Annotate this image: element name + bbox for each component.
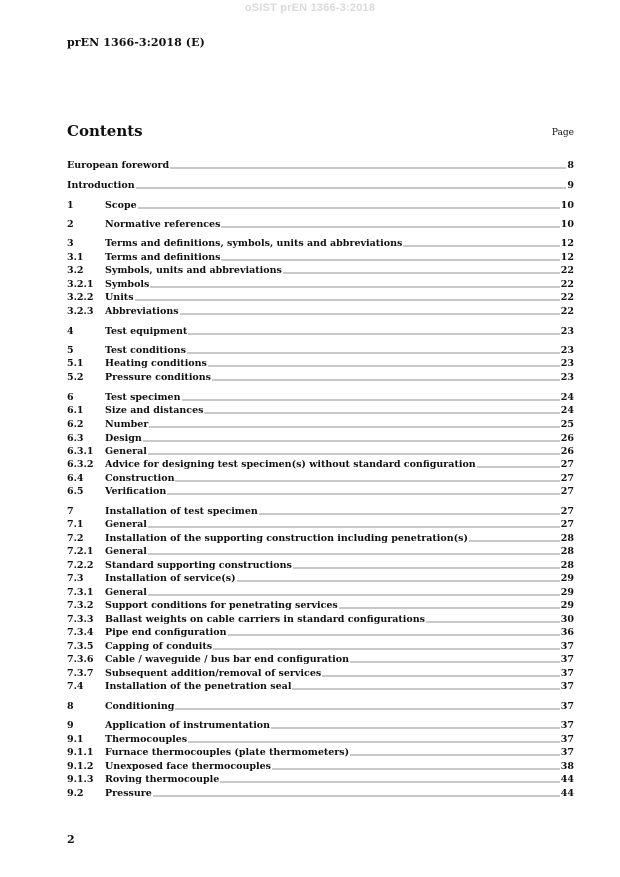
toc-entry xyxy=(67,484,574,497)
toc-entry-page: 37 xyxy=(560,641,574,652)
toc-entry-title: General xyxy=(105,519,147,530)
toc-entry-page: 38 xyxy=(560,761,574,772)
toc-entry-number: 6.1 xyxy=(67,405,84,416)
page-column-label: Page xyxy=(551,128,574,138)
toc-entry-number: 7.3 xyxy=(67,573,84,584)
toc-entry xyxy=(67,517,574,530)
toc-leader-dots xyxy=(175,480,559,482)
toc-entry-title: Subsequent addition/removal of services xyxy=(105,668,322,679)
toc-entry-number: 7.3.7 xyxy=(67,668,94,679)
toc-entry xyxy=(67,699,574,712)
toc-entry-page: 29 xyxy=(560,600,574,611)
toc-entry xyxy=(67,558,574,571)
toc-entry-title: Symbols xyxy=(105,279,150,290)
toc-entry-page: 37 xyxy=(560,720,574,731)
toc-entry-page: 37 xyxy=(560,747,574,758)
toc-entry-page: 22 xyxy=(560,279,574,290)
toc-entry-page: 23 xyxy=(560,326,574,337)
toc-entry-title: Conditioning xyxy=(105,701,175,712)
toc-leader-dots xyxy=(271,727,560,729)
toc-leader-dots xyxy=(237,580,560,582)
toc-entry-title: Application of instrumentation xyxy=(105,720,271,731)
toc-entry-page: 44 xyxy=(560,788,574,799)
toc-entry-title: Introduction xyxy=(67,180,135,191)
toc-entry-page: 27 xyxy=(560,519,574,530)
toc-entry-number: 4 xyxy=(67,326,74,337)
toc-entry-page: 23 xyxy=(560,372,574,383)
toc-entry-title: Installation of test specimen xyxy=(105,506,258,517)
toc-leader-dots xyxy=(188,333,559,335)
toc-entry-page: 22 xyxy=(560,306,574,317)
toc-entry-number: 5.2 xyxy=(67,372,84,383)
toc-leader-dots xyxy=(153,795,560,797)
toc-entry-number: 7 xyxy=(67,506,74,517)
toc-leader-dots xyxy=(188,741,560,743)
toc-leader-dots xyxy=(221,259,559,261)
toc-entry-page: 27 xyxy=(560,486,574,497)
contents-header xyxy=(67,122,574,144)
toc-entry-title: Unexposed face thermocouples xyxy=(105,761,272,772)
toc-entry xyxy=(67,585,574,598)
toc-entry-page: 28 xyxy=(560,533,574,544)
toc-entry xyxy=(67,343,574,356)
toc-entry-title: Test specimen xyxy=(105,392,181,403)
toc-leader-dots xyxy=(187,352,560,354)
toc-leader-dots xyxy=(403,245,559,247)
toc-entry-title: Standard supporting constructions xyxy=(105,560,292,571)
toc-entry-title: Number xyxy=(105,419,149,430)
toc-entry-title: Pipe end configuration xyxy=(105,627,227,638)
toc-entry-number: 9.1 xyxy=(67,734,84,745)
toc-entry xyxy=(67,679,574,692)
toc-entry-page: 23 xyxy=(560,345,574,356)
toc-entry xyxy=(67,625,574,638)
toc-entry xyxy=(67,178,574,191)
toc-entry xyxy=(67,444,574,457)
toc-entry-title: General xyxy=(105,446,147,457)
toc-entry-page: 24 xyxy=(560,392,574,403)
toc-entry-number: 5.1 xyxy=(67,358,84,369)
toc-entry-number: 3.2 xyxy=(67,265,84,276)
toc-entry-number: 7.1 xyxy=(67,519,84,530)
toc-entry-number: 7.3.3 xyxy=(67,614,94,625)
toc-entry-title: Terms and definitions, symbols, units and abbreviations xyxy=(105,238,403,249)
toc-entry-number: 9 xyxy=(67,720,74,731)
toc-leader-dots xyxy=(208,365,560,367)
toc-entry-page: 27 xyxy=(560,473,574,484)
toc-entry-title: Support conditions for penetrating services xyxy=(105,600,338,611)
toc-entry-number: 6.3.2 xyxy=(67,459,94,470)
toc-entry-number: 6.3.1 xyxy=(67,446,94,457)
toc-entry-number: 8 xyxy=(67,701,74,712)
toc-entry xyxy=(67,718,574,731)
toc-entry xyxy=(67,598,574,611)
toc-entry-number: 3 xyxy=(67,238,74,249)
contents-title: Contents xyxy=(67,122,143,140)
toc-entry xyxy=(67,571,574,584)
toc-entry-page: 22 xyxy=(560,292,574,303)
toc-entry-page: 44 xyxy=(560,774,574,785)
toc-leader-dots xyxy=(150,286,559,288)
toc-leader-dots xyxy=(322,675,560,677)
toc-entry xyxy=(67,403,574,416)
toc-entry-number: 1 xyxy=(67,200,74,211)
toc-entry xyxy=(67,531,574,544)
toc-entry-page: 28 xyxy=(560,546,574,557)
toc-entry xyxy=(67,772,574,785)
toc-entry-title: European foreword xyxy=(67,160,170,171)
toc-entry xyxy=(67,390,574,403)
toc-entry-title: Construction xyxy=(105,473,175,484)
toc-entry-title: Cable / waveguide / bus bar end configuration xyxy=(105,654,350,665)
toc-leader-dots xyxy=(135,299,560,301)
toc-leader-dots xyxy=(149,426,559,428)
toc-entry-title: Pressure conditions xyxy=(105,372,212,383)
toc-entry-title: Furnace thermocouples (plate thermometers) xyxy=(105,747,350,758)
toc-entry xyxy=(67,417,574,430)
toc-entry-title: Verification xyxy=(105,486,167,497)
toc-entry-title: Normative references xyxy=(105,219,221,230)
toc-entry xyxy=(67,263,574,276)
toc-entry xyxy=(67,457,574,470)
toc-leader-dots xyxy=(213,648,560,650)
toc-entry-title: Scope xyxy=(105,200,137,211)
toc-entry-title: Roving thermocouple xyxy=(105,774,220,785)
toc-entry-title: Design xyxy=(105,433,142,444)
toc-entry xyxy=(67,639,574,652)
toc-entry xyxy=(67,304,574,317)
toc-leader-dots xyxy=(148,553,560,555)
toc-entry-title: Pressure xyxy=(105,788,152,799)
toc-entry-page: 37 xyxy=(560,681,574,692)
toc-entry-page: 29 xyxy=(560,573,574,584)
toc-entry-number: 9.1.2 xyxy=(67,761,94,772)
toc-entry xyxy=(67,198,574,211)
toc-entry-page: 28 xyxy=(560,560,574,571)
toc-entry-title: Units xyxy=(105,292,134,303)
toc-entry xyxy=(67,732,574,745)
toc-entry-number: 9.1.1 xyxy=(67,747,94,758)
toc-entry-page: 29 xyxy=(560,587,574,598)
toc-leader-dots xyxy=(272,768,560,770)
toc-leader-dots xyxy=(138,207,560,209)
toc-entry xyxy=(67,666,574,679)
toc-entry xyxy=(67,370,574,383)
toc-entry-page: 24 xyxy=(560,405,574,416)
toc-leader-dots xyxy=(148,594,560,596)
toc-leader-dots xyxy=(221,226,559,228)
toc-entry-title: Size and distances xyxy=(105,405,204,416)
toc-leader-dots xyxy=(426,621,560,623)
toc-entry-page: 37 xyxy=(560,668,574,679)
toc-entry-page: 12 xyxy=(560,238,574,249)
toc-entry-number: 3.1 xyxy=(67,252,84,263)
toc-leader-dots xyxy=(143,440,560,442)
toc-entry-number: 7.2.1 xyxy=(67,546,94,557)
toc-entry-page: 27 xyxy=(560,459,574,470)
toc-leader-dots xyxy=(350,754,560,756)
toc-entry-page: 27 xyxy=(560,506,574,517)
toc-entry xyxy=(67,471,574,484)
toc-entry-number: 7.3.6 xyxy=(67,654,94,665)
toc-entry xyxy=(67,356,574,369)
toc-entry-page: 36 xyxy=(560,627,574,638)
toc-entry-title: Test conditions xyxy=(105,345,186,356)
toc-entry-number: 6 xyxy=(67,392,74,403)
toc-entry-page: 12 xyxy=(560,252,574,263)
toc-entry-number: 3.2.3 xyxy=(67,306,94,317)
toc-entry-title: Heating conditions xyxy=(105,358,207,369)
toc-entry-number: 9.1.3 xyxy=(67,774,94,785)
toc-entry xyxy=(67,236,574,249)
toc-entry xyxy=(67,652,574,665)
toc-leader-dots xyxy=(148,526,560,528)
toc-entry-number: 2 xyxy=(67,219,74,230)
toc-leader-dots xyxy=(293,567,560,569)
toc-leader-dots xyxy=(180,313,560,315)
toc-entry-number: 3.2.1 xyxy=(67,279,94,290)
toc-entry xyxy=(67,759,574,772)
toc-entry-title: Ballast weights on cable carriers in standard configurations xyxy=(105,614,425,625)
toc-entry xyxy=(67,504,574,517)
toc-entry-title: Abbreviations xyxy=(105,306,179,317)
toc-entry-page: 37 xyxy=(560,701,574,712)
toc-entry xyxy=(67,612,574,625)
toc-entry-page: 26 xyxy=(560,433,574,444)
toc-entry-page: 37 xyxy=(560,734,574,745)
toc-leader-dots xyxy=(182,399,560,401)
toc-entry xyxy=(67,217,574,230)
toc-entry-page: 10 xyxy=(560,200,574,211)
toc-entry xyxy=(67,544,574,557)
toc-entry-page: 26 xyxy=(560,446,574,457)
toc-entry-title: Symbols, units and abbreviations xyxy=(105,265,282,276)
toc-leader-dots xyxy=(339,607,560,609)
toc-entry-number: 6.4 xyxy=(67,473,84,484)
toc-entry xyxy=(67,290,574,303)
toc-entry-number: 7.4 xyxy=(67,681,84,692)
toc-entry xyxy=(67,431,574,444)
toc-entry-number: 6.5 xyxy=(67,486,84,497)
toc-entry-number: 7.3.1 xyxy=(67,587,94,598)
toc-entry-number: 7.2.2 xyxy=(67,560,94,571)
toc-entry-page: 9 xyxy=(567,180,574,191)
toc-leader-dots xyxy=(175,708,559,710)
toc-entry-title: Installation of the supporting construction including penetration(s) xyxy=(105,533,468,544)
toc-entry-title: Test equipment xyxy=(105,326,188,337)
toc-entry-number: 9.2 xyxy=(67,788,84,799)
toc-entry-title: Terms and definitions xyxy=(105,252,221,263)
toc-leader-dots xyxy=(136,187,567,189)
toc-leader-dots xyxy=(167,493,560,495)
toc-entry-title: Capping of conduits xyxy=(105,641,213,652)
toc-leader-dots xyxy=(292,688,559,690)
toc-entry-page: 30 xyxy=(560,614,574,625)
toc-entry xyxy=(67,250,574,263)
toc-entry-number: 7.3.4 xyxy=(67,627,94,638)
toc-leader-dots xyxy=(148,453,560,455)
toc-entry xyxy=(67,277,574,290)
toc-leader-dots xyxy=(283,272,560,274)
toc-entry xyxy=(67,158,574,171)
toc-leader-dots xyxy=(204,412,559,414)
toc-entry-number: 6.3 xyxy=(67,433,84,444)
toc-entry-title: General xyxy=(105,587,147,598)
toc-entry-number: 6.2 xyxy=(67,419,84,430)
toc-leader-dots xyxy=(212,379,560,381)
toc-entry-page: 8 xyxy=(567,160,574,171)
toc-entry-number: 5 xyxy=(67,345,74,356)
toc-entry-page: 23 xyxy=(560,358,574,369)
toc-entry-number: 7.3.2 xyxy=(67,600,94,611)
toc-leader-dots xyxy=(469,540,560,542)
toc-entry xyxy=(67,786,574,799)
toc-entry-title: Installation of the penetration seal xyxy=(105,681,292,692)
toc-entry-title: Advice for designing test specimen(s) without standard configuration xyxy=(105,459,476,470)
toc-entry-number: 3.2.2 xyxy=(67,292,94,303)
page-number: 2 xyxy=(67,833,75,846)
toc-entry-number: 7.2 xyxy=(67,533,84,544)
toc-entry xyxy=(67,324,574,337)
watermark: oSIST prEN 1366-3:2018 xyxy=(244,2,376,14)
toc-leader-dots xyxy=(350,661,560,663)
toc-entry-page: 22 xyxy=(560,265,574,276)
toc-leader-dots xyxy=(220,781,559,783)
toc-entry-number: 7.3.5 xyxy=(67,641,94,652)
toc-leader-dots xyxy=(477,466,560,468)
toc-entry-title: Installation of service(s) xyxy=(105,573,236,584)
toc-entry-title: Thermocouples xyxy=(105,734,188,745)
toc-leader-dots xyxy=(170,167,566,169)
toc-entry-page: 10 xyxy=(560,219,574,230)
toc-leader-dots xyxy=(228,634,560,636)
toc-entry-title: General xyxy=(105,546,147,557)
toc-leader-dots xyxy=(259,513,560,515)
toc-entry xyxy=(67,745,574,758)
document-identifier: prEN 1366-3:2018 (E) xyxy=(67,36,205,49)
toc-entry-page: 25 xyxy=(560,419,574,430)
toc-entry-page: 37 xyxy=(560,654,574,665)
